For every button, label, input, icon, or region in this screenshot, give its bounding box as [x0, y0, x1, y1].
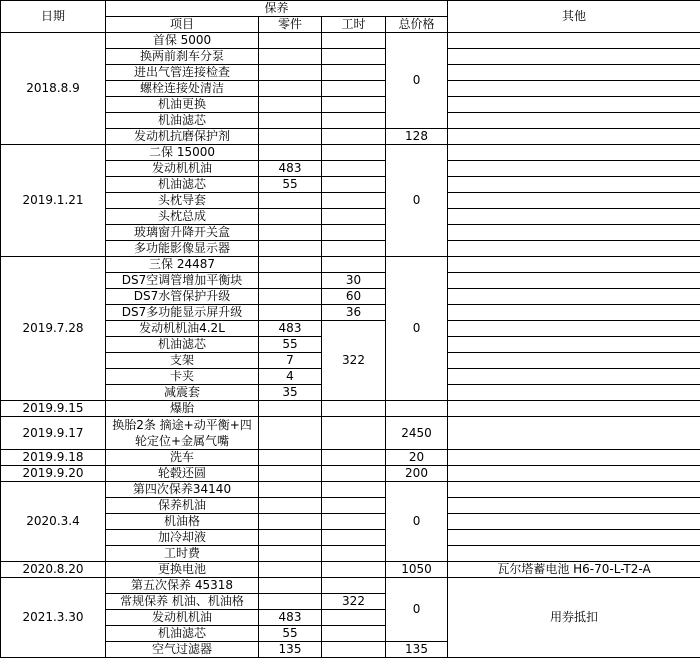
item-cell: 发动机机油: [106, 610, 259, 626]
total-cell: 0: [386, 33, 448, 129]
parts-cell: [259, 514, 322, 530]
other-cell: [448, 401, 700, 417]
item-cell: 常规保养 机油、机油格: [106, 594, 259, 610]
labor-cell: [322, 578, 386, 594]
labor-cell: [322, 450, 386, 466]
other-cell: [448, 65, 700, 81]
item-cell: 机油滤芯: [106, 177, 259, 193]
total-cell: 0: [386, 257, 448, 401]
item-cell: 更换电池: [106, 562, 259, 578]
item-cell: 首保 5000: [106, 33, 259, 49]
labor-cell: [322, 546, 386, 562]
parts-cell: [259, 81, 322, 97]
item-cell: 机油滤芯: [106, 113, 259, 129]
other-cell: [448, 530, 700, 546]
parts-cell: [259, 562, 322, 578]
other-cell: 瓦尔塔蓄电池 H6-70-L-T2-A: [448, 562, 700, 578]
parts-cell: [259, 145, 322, 161]
header-labor: 工时: [322, 17, 386, 33]
total-cell: 0: [386, 578, 448, 642]
record-date: 2019.9.20: [1, 466, 106, 482]
other-cell: [448, 546, 700, 562]
record-date: 2021.3.30: [1, 578, 106, 658]
labor-cell: [322, 193, 386, 209]
labor-cell: [322, 225, 386, 241]
total-cell: 128: [386, 129, 448, 145]
labor-cell: [322, 81, 386, 97]
other-cell: [448, 209, 700, 225]
record-date: 2019.7.28: [1, 257, 106, 401]
header-item: 项目: [106, 17, 259, 33]
parts-cell: [259, 129, 322, 145]
record-date: 2018.8.9: [1, 33, 106, 145]
labor-cell: 322: [322, 321, 386, 401]
item-cell: 减震套: [106, 385, 259, 401]
labor-cell: [322, 97, 386, 113]
item-cell: 玻璃窗升降开关盒: [106, 225, 259, 241]
labor-cell: [322, 417, 386, 450]
parts-cell: [259, 193, 322, 209]
labor-cell: [322, 562, 386, 578]
item-cell: 支架: [106, 353, 259, 369]
labor-cell: [322, 49, 386, 65]
parts-cell: [259, 97, 322, 113]
total-cell: 135: [386, 642, 448, 658]
item-cell: DS7水管保护升级: [106, 289, 259, 305]
other-cell: [448, 498, 700, 514]
labor-cell: 30: [322, 273, 386, 289]
other-cell: [448, 241, 700, 257]
item-cell: 多功能影像显示器: [106, 241, 259, 257]
item-cell: 加冷却液: [106, 530, 259, 546]
labor-cell: 36: [322, 305, 386, 321]
item-cell: 二保 15000: [106, 145, 259, 161]
parts-cell: [259, 305, 322, 321]
other-cell: [448, 225, 700, 241]
item-cell: 洗车: [106, 450, 259, 466]
labor-cell: [322, 257, 386, 273]
parts-cell: 55: [259, 626, 322, 642]
item-cell: 换胎2条 摘途+动平衡+四轮定位+金属气嘴: [106, 417, 259, 450]
item-cell: 卡夹: [106, 369, 259, 385]
record-date: 2020.3.4: [1, 482, 106, 562]
total-cell: 200: [386, 466, 448, 482]
parts-cell: [259, 225, 322, 241]
other-cell: [448, 161, 700, 177]
other-cell: 用券抵扣: [448, 578, 700, 658]
parts-cell: 55: [259, 177, 322, 193]
other-cell: [448, 466, 700, 482]
labor-cell: [322, 530, 386, 546]
other-cell: [448, 145, 700, 161]
item-cell: 发动机机油4.2L: [106, 321, 259, 337]
labor-cell: 322: [322, 594, 386, 610]
labor-cell: [322, 241, 386, 257]
parts-cell: 7: [259, 353, 322, 369]
parts-cell: [259, 209, 322, 225]
record-date: 2019.9.15: [1, 401, 106, 417]
parts-cell: 35: [259, 385, 322, 401]
record-date: 2019.1.21: [1, 145, 106, 257]
header-date: 日期: [1, 1, 106, 33]
other-cell: [448, 305, 700, 321]
parts-cell: 483: [259, 610, 322, 626]
total-cell: [386, 401, 448, 417]
parts-cell: 483: [259, 321, 322, 337]
parts-cell: [259, 33, 322, 49]
other-cell: [448, 321, 700, 337]
other-cell: [448, 81, 700, 97]
other-cell: [448, 257, 700, 273]
labor-cell: [322, 145, 386, 161]
item-cell: 第四次保养34140: [106, 482, 259, 498]
parts-cell: [259, 466, 322, 482]
total-cell: 0: [386, 482, 448, 562]
parts-cell: [259, 450, 322, 466]
record-date: 2019.9.18: [1, 450, 106, 466]
other-cell: [448, 514, 700, 530]
labor-cell: [322, 177, 386, 193]
parts-cell: [259, 546, 322, 562]
item-cell: 进出气管连接检查: [106, 65, 259, 81]
item-cell: 机油滤芯: [106, 626, 259, 642]
total-cell: 2450: [386, 417, 448, 450]
labor-cell: [322, 626, 386, 642]
parts-cell: 4: [259, 369, 322, 385]
record-date: 2019.9.17: [1, 417, 106, 450]
item-cell: DS7空调管增加平衡块: [106, 273, 259, 289]
other-cell: [448, 193, 700, 209]
other-cell: [448, 289, 700, 305]
item-cell: 发动机抗磨保护剂: [106, 129, 259, 145]
header-total: 总价格: [386, 17, 448, 33]
item-cell: 发动机机油: [106, 161, 259, 177]
other-cell: [448, 337, 700, 353]
parts-cell: [259, 401, 322, 417]
parts-cell: [259, 241, 322, 257]
other-cell: [448, 177, 700, 193]
total-cell: 0: [386, 145, 448, 257]
labor-cell: [322, 498, 386, 514]
parts-cell: [259, 594, 322, 610]
labor-cell: [322, 33, 386, 49]
parts-cell: [259, 273, 322, 289]
item-cell: DS7多功能显示屏升级: [106, 305, 259, 321]
item-cell: 空气过滤器: [106, 642, 259, 658]
parts-cell: 483: [259, 161, 322, 177]
item-cell: 机油格: [106, 514, 259, 530]
labor-cell: [322, 161, 386, 177]
item-cell: 爆胎: [106, 401, 259, 417]
labor-cell: [322, 65, 386, 81]
labor-cell: [322, 466, 386, 482]
total-cell: 20: [386, 450, 448, 466]
item-cell: 三保 24487: [106, 257, 259, 273]
labor-cell: [322, 482, 386, 498]
other-cell: [448, 33, 700, 49]
item-cell: 头枕导套: [106, 193, 259, 209]
parts-cell: [259, 417, 322, 450]
parts-cell: [259, 289, 322, 305]
other-cell: [448, 369, 700, 385]
parts-cell: [259, 578, 322, 594]
other-cell: [448, 385, 700, 401]
parts-cell: 135: [259, 642, 322, 658]
header-other: 其他: [448, 1, 700, 33]
other-cell: [448, 273, 700, 289]
other-cell: [448, 482, 700, 498]
other-cell: [448, 97, 700, 113]
labor-cell: [322, 209, 386, 225]
labor-cell: [322, 514, 386, 530]
labor-cell: [322, 610, 386, 626]
labor-cell: [322, 129, 386, 145]
item-cell: 螺栓连接处清洁: [106, 81, 259, 97]
other-cell: [448, 450, 700, 466]
parts-cell: [259, 65, 322, 81]
parts-cell: [259, 49, 322, 65]
record-date: 2020.8.20: [1, 562, 106, 578]
total-cell: 1050: [386, 562, 448, 578]
other-cell: [448, 353, 700, 369]
parts-cell: 55: [259, 337, 322, 353]
other-cell: [448, 417, 700, 450]
item-cell: 轮毂还圆: [106, 466, 259, 482]
item-cell: 换两前刹车分泵: [106, 49, 259, 65]
item-cell: 保养机油: [106, 498, 259, 514]
header-maintenance: 保养: [106, 1, 448, 17]
item-cell: 机油滤芯: [106, 337, 259, 353]
parts-cell: [259, 257, 322, 273]
labor-cell: [322, 113, 386, 129]
parts-cell: [259, 498, 322, 514]
parts-cell: [259, 530, 322, 546]
other-cell: [448, 49, 700, 65]
parts-cell: [259, 113, 322, 129]
labor-cell: [322, 401, 386, 417]
item-cell: 工时费: [106, 546, 259, 562]
labor-cell: 60: [322, 289, 386, 305]
other-cell: [448, 113, 700, 129]
item-cell: 第五次保养 45318: [106, 578, 259, 594]
item-cell: 头枕总成: [106, 209, 259, 225]
other-cell: [448, 129, 700, 145]
item-cell: 机油更换: [106, 97, 259, 113]
header-parts: 零件: [259, 17, 322, 33]
parts-cell: [259, 482, 322, 498]
